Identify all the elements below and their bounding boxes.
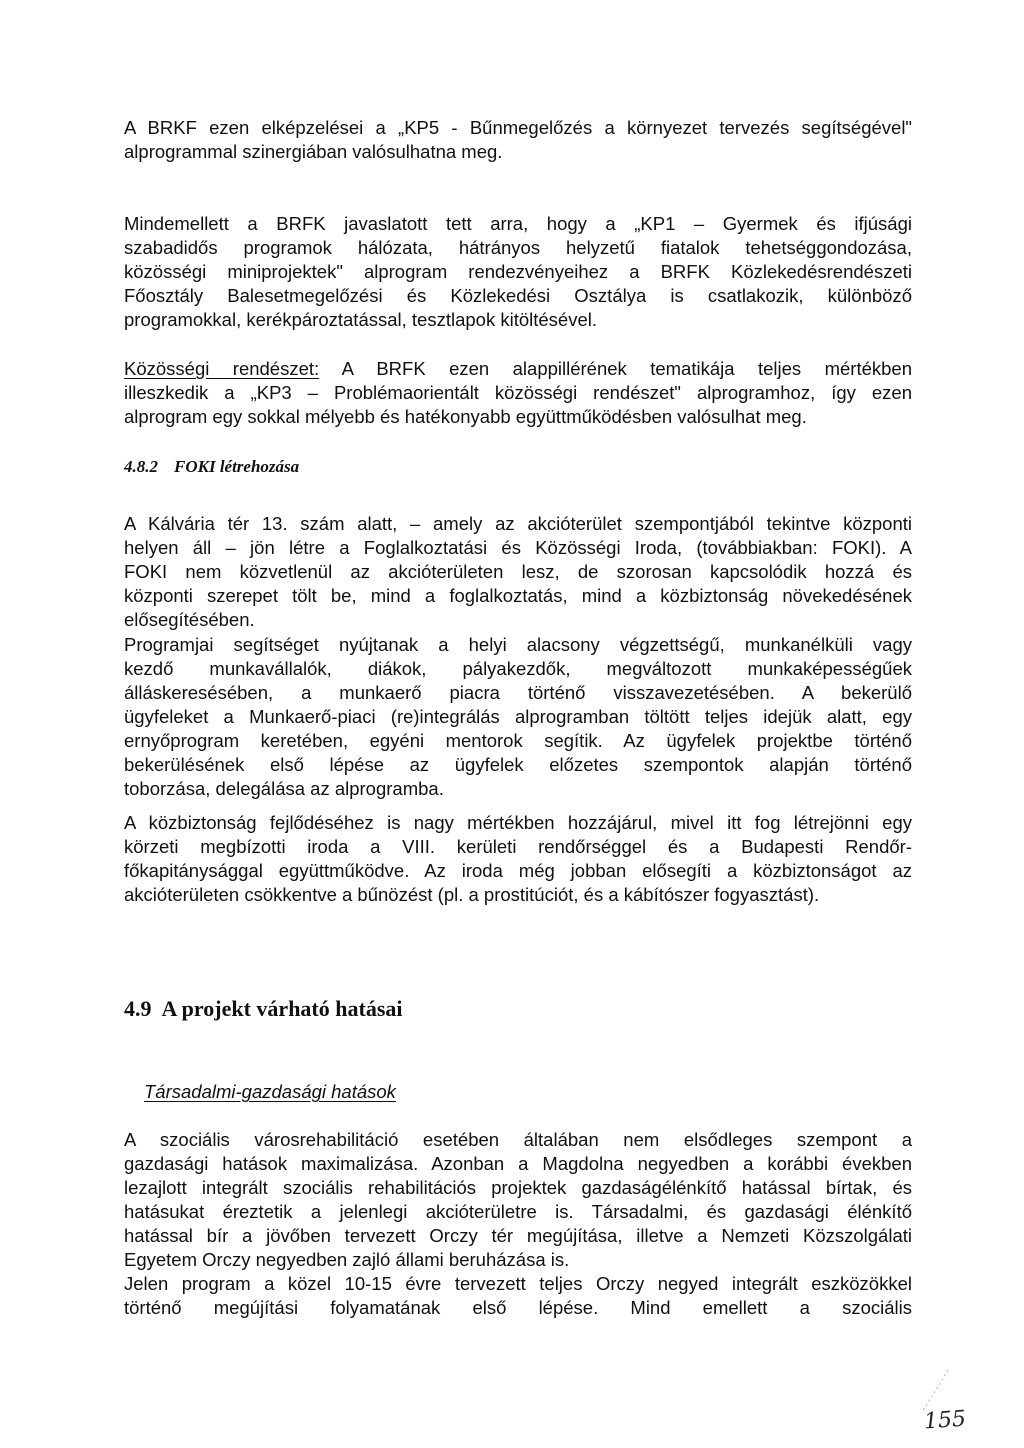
- text-line: illeszkedik a „KP3 – Problémaorientált közösségi rendészet" alprogramhoz, így ezen: [124, 382, 912, 403]
- page-number: 155: [923, 1406, 967, 1435]
- text-line: hatással bír a jövőben tervezett Orczy tér megújítása, illetve a Nemzeti Közszolgálati: [124, 1225, 912, 1246]
- paragraph-orczy-program: [124, 1272, 912, 1320]
- subsection-heading-social-economic: Társadalmi-gazdasági hatások: [144, 1081, 396, 1102]
- text-line: Programjai segítséget nyújtanak a helyi alacsony végzettségű, munkanélküli vagy: [124, 634, 912, 655]
- text-line: hatásukat éreztetik a jelenlegi akcióterületre is. Társadalmi, és gazdasági élénkítő: [124, 1201, 912, 1222]
- text-line: ügyfeleket a Munkaerő-piaci (re)integrálás alprogramban töltött teljes idejük alatt, egy: [124, 706, 912, 727]
- text-line: toborzása, delegálása az alprogramba.: [124, 778, 444, 799]
- text-line: [124, 357, 912, 381]
- text-line: központi szerepet tölt be, mind a foglalkoztatás, mind a közbiztonság növekedésének: [124, 585, 912, 606]
- text-line: főkapitánysággal együttműködve. Az iroda még jobban elősegíti a közbiztonságot az: [124, 860, 912, 881]
- text-line: közösségi miniprojektek" alprogram rendezvényeihez a BRFK Közlekedésrendészeti: [124, 261, 912, 282]
- text-line: körzeti megbízotti iroda a VIII. kerületi rendőrséggel és a Budapesti Rendőr-: [124, 836, 912, 857]
- text-line: helyen áll – jön létre a Foglalkoztatási és Közösségi Iroda, (továbbiakban: FOKI). A: [124, 537, 912, 558]
- paragraph-public-safety: [124, 811, 912, 907]
- text-fragment: A BRFK ezen alappillérének tematikája teljes mértékben: [319, 358, 912, 379]
- paragraph-programs: [124, 633, 912, 801]
- text-line: programokkal, kerékpároztatással, tesztlapok kitöltésével.: [124, 309, 597, 330]
- text-line: történő megújítási folyamatának első lépése. Mind emellett a szociális: [124, 1297, 912, 1318]
- text-line: A BRKF ezen elképzelései a „KP5 - Bűnmegelőzés a környezet tervezés segítségével": [124, 117, 912, 138]
- section-heading-4-8-2: [124, 457, 315, 477]
- section-number: 4.8.2: [124, 457, 158, 476]
- community-policing-label: Közösségi rendészet:: [124, 358, 320, 379]
- text-line: gazdasági hatások maximalizása. Azonban a Magdolna negyedben a korábbi években: [124, 1153, 912, 1174]
- paragraph-kp5: [124, 116, 912, 164]
- text-line: Mindemellett a BRFK javaslatott tett arra, hogy a „KP1 – Gyermek és ifjúsági: [124, 213, 912, 234]
- paragraph-social-rehab: [124, 1128, 912, 1272]
- text-line: akcióterületen csökkentve a bűnözést (pl. a prostitúciót, és a kábítószer fogyasztást).: [124, 884, 820, 905]
- text-line: A szociális városrehabilitáció esetében általában nem elsődleges szempont a: [124, 1129, 912, 1150]
- paragraph-community-policing: [124, 357, 912, 429]
- text-line: lezajlott integrált szociális rehabilitációs projektek gazdaságélénkítő hatással bírtak, és: [124, 1177, 912, 1198]
- paragraph-kp1: [124, 212, 912, 332]
- text-line: alprogrammal szinergiában valósulhatna meg.: [124, 141, 503, 162]
- text-line: szabadidős programok hálózata, hátrányos helyzetű fiatalok tehetséggondozása,: [124, 237, 912, 258]
- text-line: FOKI nem közvetlenül az akcióterületen lesz, de szorosan kapcsolódik hozzá és: [124, 561, 912, 582]
- text-line: álláskeresésében, a munkaerő piacra történő visszavezetésében. A bekerülő: [124, 682, 912, 703]
- text-line: A Kálvária tér 13. szám alatt, – amely az akcióterület szempontjából tekintve központi: [124, 513, 912, 534]
- section-number: 4.9: [124, 996, 152, 1021]
- text-line: elősegítésében.: [124, 609, 255, 630]
- section-title: FOKI létrehozása: [174, 457, 300, 476]
- text-line: Főosztály Balesetmegelőzési és Közlekedési Osztálya is csatlakozik, különböző: [124, 285, 912, 306]
- text-line: bekerülésének első lépése az ügyfelek előzetes szempontok alapján történő: [124, 754, 912, 775]
- text-line: kezdő munkavállalók, diákok, pályakezdők, megváltozott munkaképességűek: [124, 658, 912, 679]
- section-title: A projekt várható hatásai: [161, 996, 403, 1021]
- text-line: Jelen program a közel 10-15 évre tervezett teljes Orczy negyed integrált eszközökkel: [124, 1273, 912, 1294]
- text-line: alprogram egy sokkal mélyebb és hatékonyabb együttműködésben valósulhat meg.: [124, 406, 807, 427]
- text-line: A közbiztonság fejlődéséhez is nagy mértékben hozzájárul, mivel itt fog létrejönni egy: [124, 812, 912, 833]
- paragraph-foki: [124, 512, 912, 632]
- text-line: ernyőprogram keretében, egyéni mentorok segítik. Az ügyfelek projektbe történő: [124, 730, 912, 751]
- section-heading-4-9: [124, 996, 403, 1022]
- text-line: Egyetem Orczy negyedben zajló állami beruházása is.: [124, 1249, 570, 1270]
